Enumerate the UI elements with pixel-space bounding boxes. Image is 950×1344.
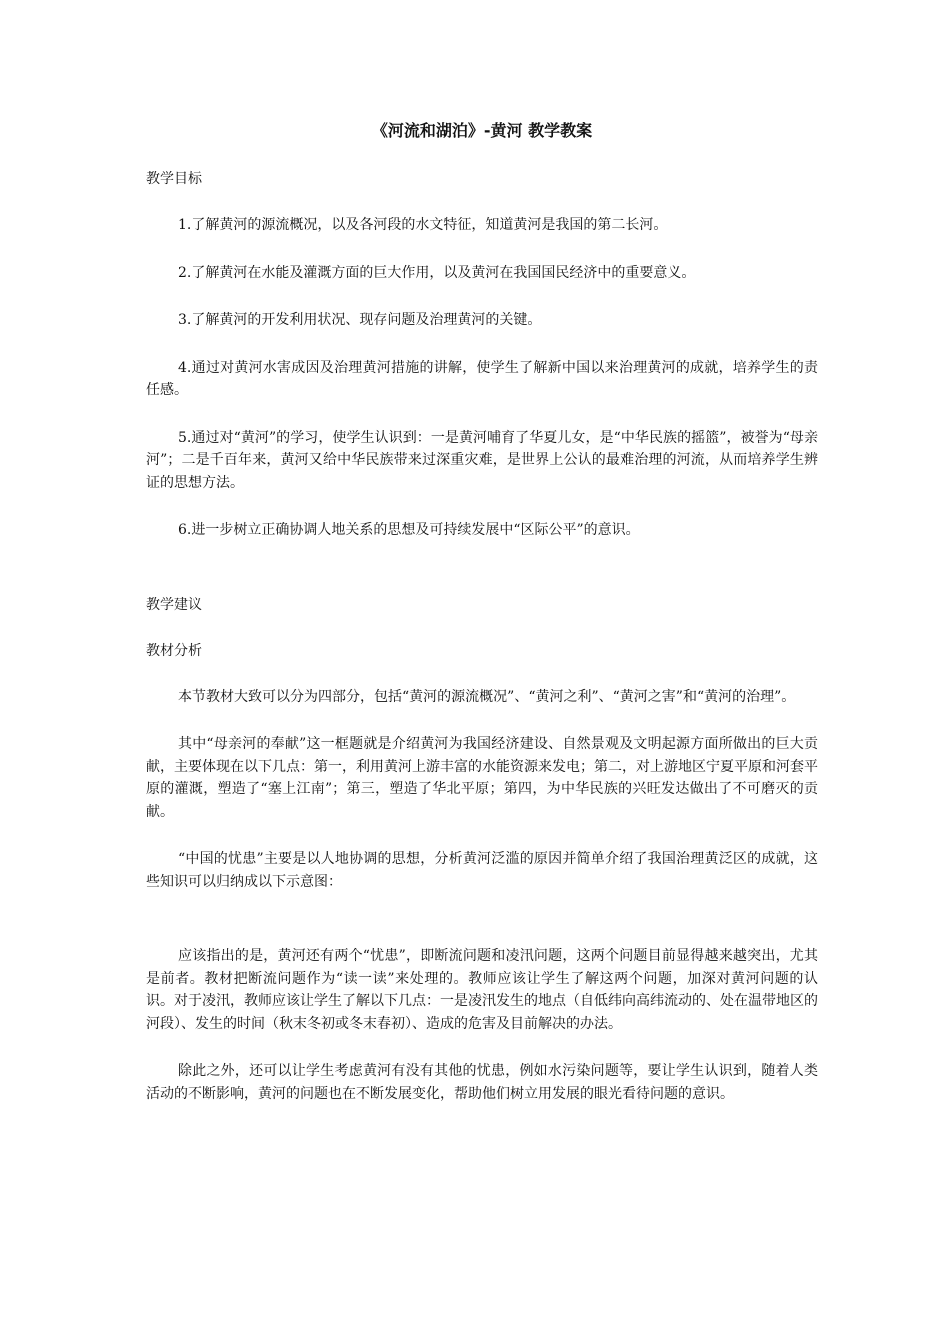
document-title: 《河流和湖泊》-黄河 教学教案	[371, 121, 593, 140]
analysis-paragraph-3: “中国的忧患”主要是以人地协调的思想，分析黄河泛滥的原因并简单介绍了我国治理黄泛区的成就，这些知识可以归纳成以下示意图：	[146, 851, 818, 890]
section-heading-objectives: 教学目标	[146, 171, 202, 187]
section-heading-suggestions: 教学建议	[146, 596, 202, 613]
objective-3: 3.了解黄河的开发利用状况、现存问题及治理黄河的关键。	[178, 312, 542, 328]
objective-4: 4.通过对黄河水害成因及治理黄河措施的讲解，使学生了解新中国以来治理黄河的成就，培养学生的责任感。	[146, 359, 818, 398]
section-heading-analysis: 教材分析	[146, 642, 202, 659]
document-page	[146, 118, 818, 1130]
objective-6: 6.进一步树立正确协调人地关系的思想及可持续发展中“区际公平”的意识。	[178, 522, 640, 538]
objective-2: 2.了解黄河在水能及灌溉方面的巨大作用，以及黄河在我国国民经济中的重要意义。	[178, 264, 696, 281]
objective-5: 5.通过对“黄河”的学习，使学生认识到：一是黄河哺育了华夏儿女，是“中华民族的摇篮”，被誉为“母亲河”；二是千百年来，黄河又给中华民族带来过深重灾难，是世界上公认的最难治理的河流，从而培养学生辨证的思想方法。	[146, 429, 818, 491]
analysis-paragraph-1: 本节教材大致可以分为四部分，包括“黄河的源流概况”、“黄河之利”、“黄河之害”和“黄河的治理”。	[178, 688, 796, 705]
analysis-paragraph-4: 应该指出的是，黄河还有两个“忧患”，即断流问题和凌汛问题，这两个问题目前显得越来越突出，尤其是前者。教材把断流问题作为“读一读”来处理的。教师应该让学生了解这两个问题，加深对黄河问题的认识。对于凌汛，教师应该让学生了解以下几点：一是凌汛发生的地点（自低纬向高纬流动的、处在温带地区的河段）、发生的时间（秋末冬初或冬末春初）、造成的危害及目前解决的办法。	[146, 948, 818, 1032]
analysis-paragraph-5: 除此之外，还可以让学生考虑黄河有没有其他的忧患，例如水污染问题等，要让学生认识到，随着人类活动的不断影响，黄河的问题也在不断发展变化，帮助他们树立用发展的眼光看待问题的意识。	[146, 1063, 818, 1102]
objective-1: 1.了解黄河的源流概况，以及各河段的水文特征，知道黄河是我国的第二长河。	[178, 217, 668, 233]
analysis-paragraph-2: 其中“母亲河的奉献”这一框题就是介绍黄河为我国经济建设、自然景观及文明起源方面所做出的巨大贡献，主要体现在以下几点：第一，利用黄河上游丰富的水能资源来发电；第二，对上游地区宁夏平原和河套平原的灌溉，塑造了“塞上江南”；第三，塑造了华北平原；第四，为中华民族的兴旺发达做出了不可磨灭的贡献。	[146, 736, 818, 820]
